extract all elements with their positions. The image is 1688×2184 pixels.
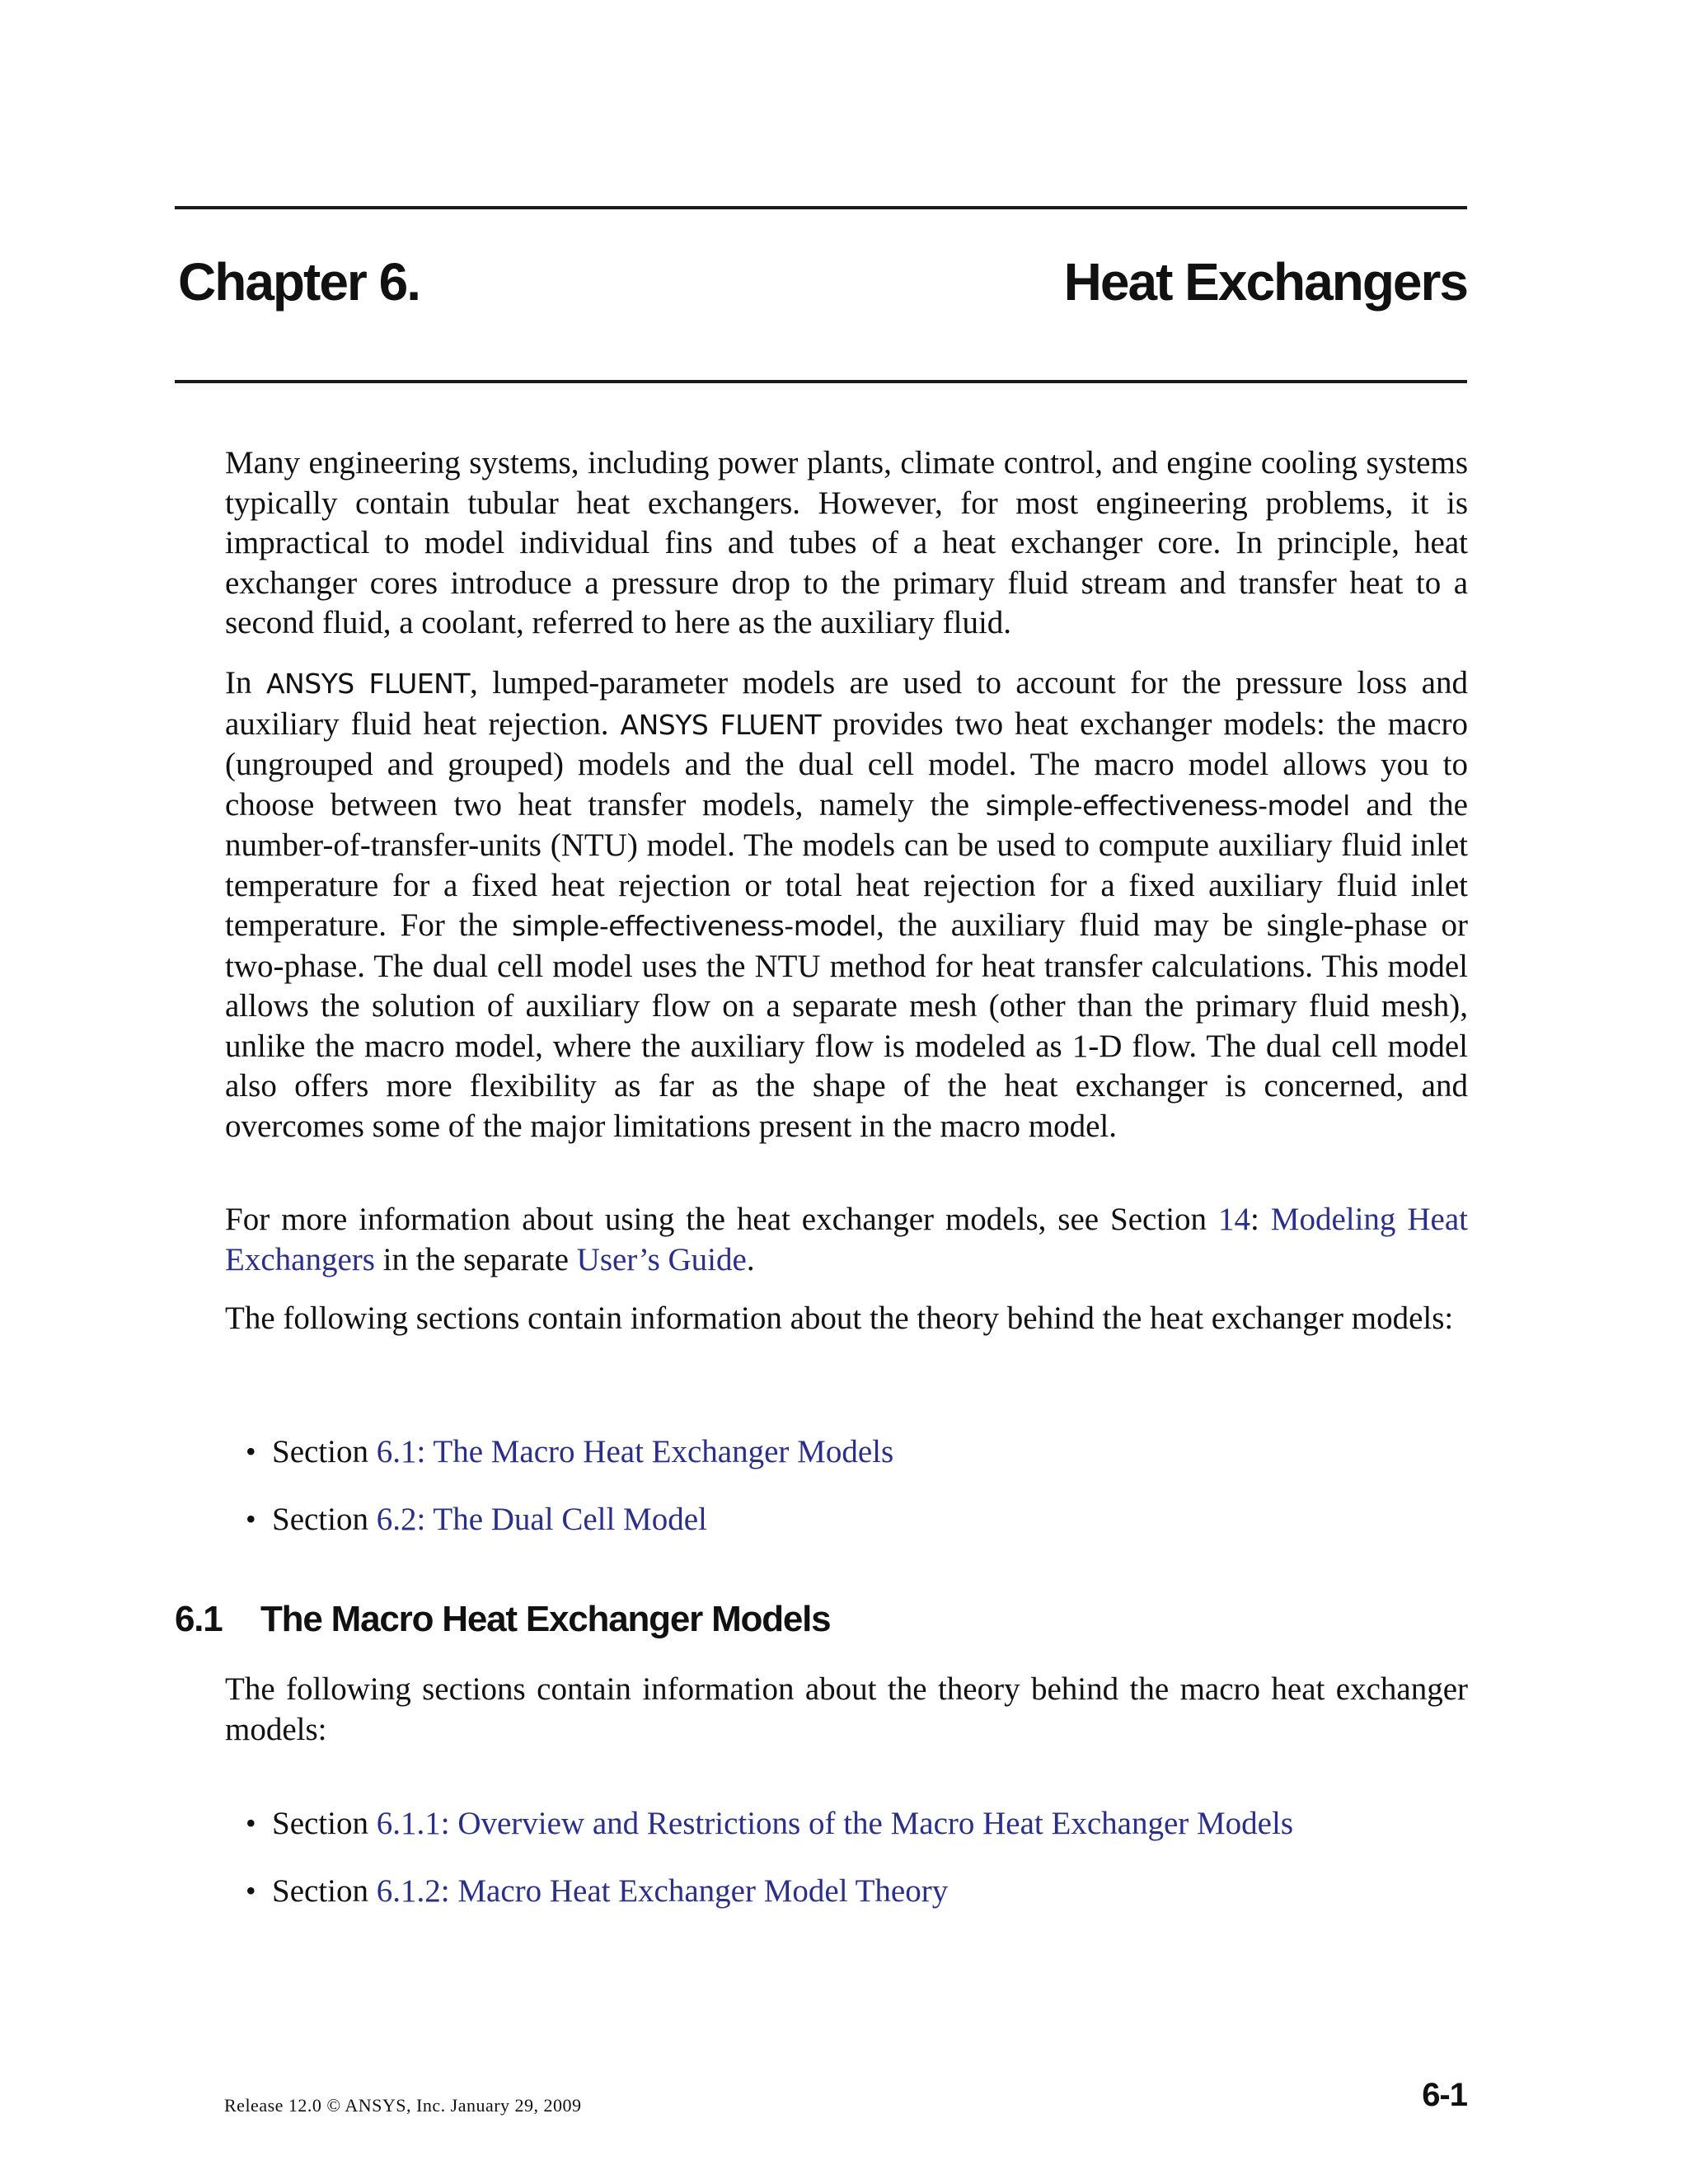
link-colon: : (416, 1502, 434, 1537)
users-guide-link[interactable]: User’s Guide (576, 1241, 747, 1277)
section-6-1-link[interactable]: 6.1 (376, 1434, 417, 1469)
text-run: In (225, 665, 266, 701)
text-run: provides two heat exchanger models: the macro (ungrouped and grouped) models and the dual cell model. The macro model allows you to choose between two heat transfer models, namely the (225, 705, 1469, 823)
intro-paragraph-2 (225, 663, 1468, 1146)
intro-paragraph-1: Many engineering systems, including power plants, climate control, and engine cooling systems typically contain tubular heat exchangers. However, for most engineering problems, it is impractical to model individual fins and tubes of a heat exchanger core. In principle, heat exchanger cores introduce a pressure drop to the primary fluid stream and transfer heat to a second fluid, a coolant, referred to here as the auxiliary fluid. (225, 445, 1468, 640)
text-run: For more information about using the heat exchanger models, see Section (225, 1202, 1218, 1237)
text-run: , the auxiliary fluid may be single-phase or two-phase. The dual cell model uses the NTU method for heat transfer calculations. This model allows the solution of auxiliary flow on a separate mesh (other than the primary fluid mesh), unlike the macro model, where the auxiliary flow is modeled as 1-D flow. The dual cell model also offers more flexibility as far as the shape of the heat exchanger is concerned, and overcomes some of the major limitations present in the macro model. (225, 907, 1468, 1144)
section-heading-6-1 (175, 1599, 1329, 1640)
text-run: and the number-of-transfer-units (NTU) model. The models can be used to compute auxiliary fluid inlet temperature for a fixed heat rejection or total heat rejection for a fixed auxiliary fluid inlet temperature. For the (225, 786, 1468, 943)
section-6-2-link[interactable]: 6.2 (376, 1502, 417, 1537)
text-run: : (1250, 1202, 1271, 1237)
section-6-1-title-link[interactable]: The Macro Heat Exchanger Models (433, 1434, 894, 1469)
bullet-icon: • (246, 1807, 256, 1840)
bullet-icon: • (246, 1435, 256, 1468)
intro-paragraph-3 (225, 1200, 1468, 1280)
list-item (246, 1804, 1294, 1872)
bottom-rule (175, 380, 1467, 383)
list-item (246, 1432, 894, 1500)
section-6-1-2-link[interactable]: 6.1.2 (376, 1873, 441, 1909)
section-6-2-title-link[interactable]: The Dual Cell Model (433, 1502, 707, 1537)
product-name: ANSYS FLUENT (265, 668, 471, 700)
section-14-link[interactable]: 14 (1217, 1202, 1250, 1237)
section-6-1-1-title-link[interactable]: Overview and Restrictions of the Macro Heat Exchanger Models (457, 1806, 1294, 1841)
page-number: 6-1 (1422, 2077, 1467, 2113)
text-run: in the separate (374, 1241, 577, 1277)
section-6-1-2-title-link[interactable]: Macro Heat Exchanger Model Theory (457, 1873, 949, 1909)
bullet-icon: • (246, 1874, 256, 1907)
list-item (246, 1500, 893, 1568)
bullet-icon: • (246, 1502, 256, 1535)
product-name: ANSYS FLUENT (620, 708, 822, 741)
section-number: 6.1 (175, 1599, 223, 1639)
list-item-prefix: Section (272, 1502, 377, 1537)
text-run: , lumped-parameter models are used to account for the pressure loss and auxiliary fluid heat rejection. (225, 665, 1468, 742)
section-6-1-list (246, 1804, 1294, 1939)
section-6-1-1-link[interactable]: 6.1.1 (376, 1806, 441, 1841)
intro-section-list (246, 1432, 894, 1568)
section-6-1-paragraph: The following sections contain information about the theory behind the macro heat exchanger models: (225, 1671, 1468, 1747)
list-item (246, 1872, 1293, 1939)
link-colon: : (416, 1434, 434, 1469)
model-name: simple-effectiveness-model (985, 789, 1350, 822)
section-title: The Macro Heat Exchanger Models (260, 1599, 831, 1639)
list-item-prefix: Section (272, 1873, 377, 1909)
list-item-prefix: Section (272, 1806, 377, 1841)
intro-paragraph-4: The following sections contain information about the theory behind the heat exchanger models: (225, 1301, 1454, 1336)
release-footer: Release 12.0 © ANSYS, Inc. January 29, 2009 (224, 2095, 582, 2116)
chapter-number: Chapter 6. (178, 252, 420, 312)
chapter-header (175, 251, 1467, 334)
modeling-heat-exchangers-link[interactable]: Modeling Heat Exchangers (225, 1202, 1468, 1277)
model-name: simple-effectiveness-model (511, 910, 876, 942)
chapter-title: Heat Exchangers (1063, 252, 1467, 312)
top-rule (175, 206, 1467, 209)
text-run: . (746, 1241, 755, 1277)
list-item-prefix: Section (272, 1434, 377, 1469)
link-colon: : (440, 1806, 458, 1841)
link-colon: : (440, 1873, 458, 1909)
